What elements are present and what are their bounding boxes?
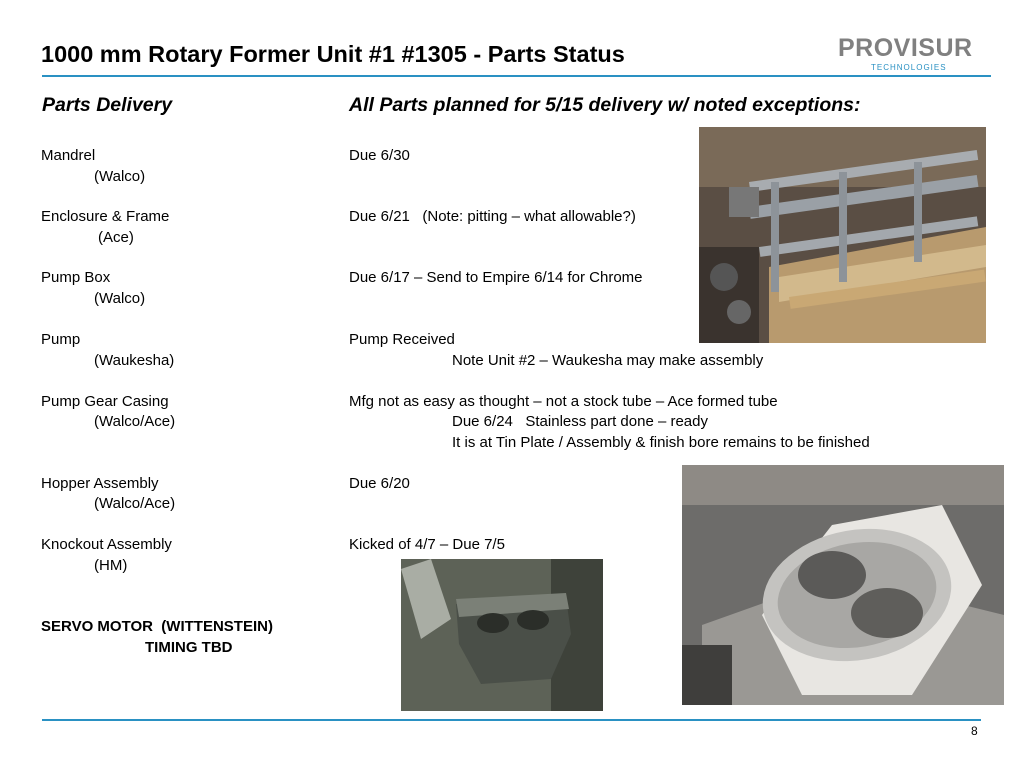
part-vendor-pump-gear-casing: (Walco/Ace) xyxy=(94,413,176,430)
part-vendor-mandrel: (Walco) xyxy=(94,168,146,185)
company-logo xyxy=(838,34,983,74)
part-name-knockout: Knockout Assembly xyxy=(41,536,172,553)
part-status-enclosure: Due 6/21 (Note: pitting – what allowable?) xyxy=(349,208,636,225)
part-status-pump-box: Due 6/17 – Send to Empire 6/14 for Chrome xyxy=(349,269,643,286)
page-title: 1000 mm Rotary Former Unit #1 #1305 - Parts Status xyxy=(41,41,625,67)
footer-divider xyxy=(42,719,981,721)
part-status-pump-gear-casing: Mfg not as easy as thought – not a stock tube – Ace formed tube xyxy=(349,393,778,410)
part-vendor-hopper: (Walco/Ace) xyxy=(94,495,176,512)
part-name-pump-gear-casing: Pump Gear Casing xyxy=(41,393,169,410)
pump-box-photo xyxy=(401,559,603,711)
part-status-mandrel: Due 6/30 xyxy=(349,147,410,164)
servo-motor-label: SERVO MOTOR (WITTENSTEIN) xyxy=(41,618,273,635)
part-note2-pump-gear-casing: It is at Tin Plate / Assembly & finish bore remains to be finished xyxy=(452,434,870,451)
part-note-pump-gear-casing: Due 6/24 Stainless part done – ready xyxy=(452,413,708,430)
parts-delivery-heading: Parts Delivery xyxy=(42,94,173,116)
part-name-hopper: Hopper Assembly xyxy=(41,475,159,492)
page-number: 8 xyxy=(971,724,978,738)
part-name-pump: Pump xyxy=(41,331,81,348)
part-name-mandrel: Mandrel xyxy=(41,147,96,164)
part-vendor-enclosure: (Ace) xyxy=(98,229,134,246)
part-status-pump: Pump Received xyxy=(349,331,455,348)
delivery-plan-heading: All Parts planned for 5/15 delivery w/ noted exceptions: xyxy=(349,94,861,116)
frame-photo xyxy=(699,127,986,343)
part-status-knockout: Kicked of 4/7 – Due 7/5 xyxy=(349,536,505,553)
logo-subtitle: TECHNOLOGIES xyxy=(871,63,947,72)
part-name-pump-box: Pump Box xyxy=(41,269,111,286)
part-name-enclosure: Enclosure & Frame xyxy=(41,208,170,225)
servo-timing-label: TIMING TBD xyxy=(145,639,233,656)
part-vendor-knockout: (HM) xyxy=(94,557,128,574)
logo-brand: PROVISUR xyxy=(838,34,973,62)
part-status-hopper: Due 6/20 xyxy=(349,475,410,492)
casing-photo xyxy=(682,465,1004,705)
part-vendor-pump: (Waukesha) xyxy=(94,352,175,369)
header-divider xyxy=(42,75,991,77)
part-vendor-pump-box: (Walco) xyxy=(94,290,146,307)
part-note-pump: Note Unit #2 – Waukesha may make assembly xyxy=(452,352,764,369)
